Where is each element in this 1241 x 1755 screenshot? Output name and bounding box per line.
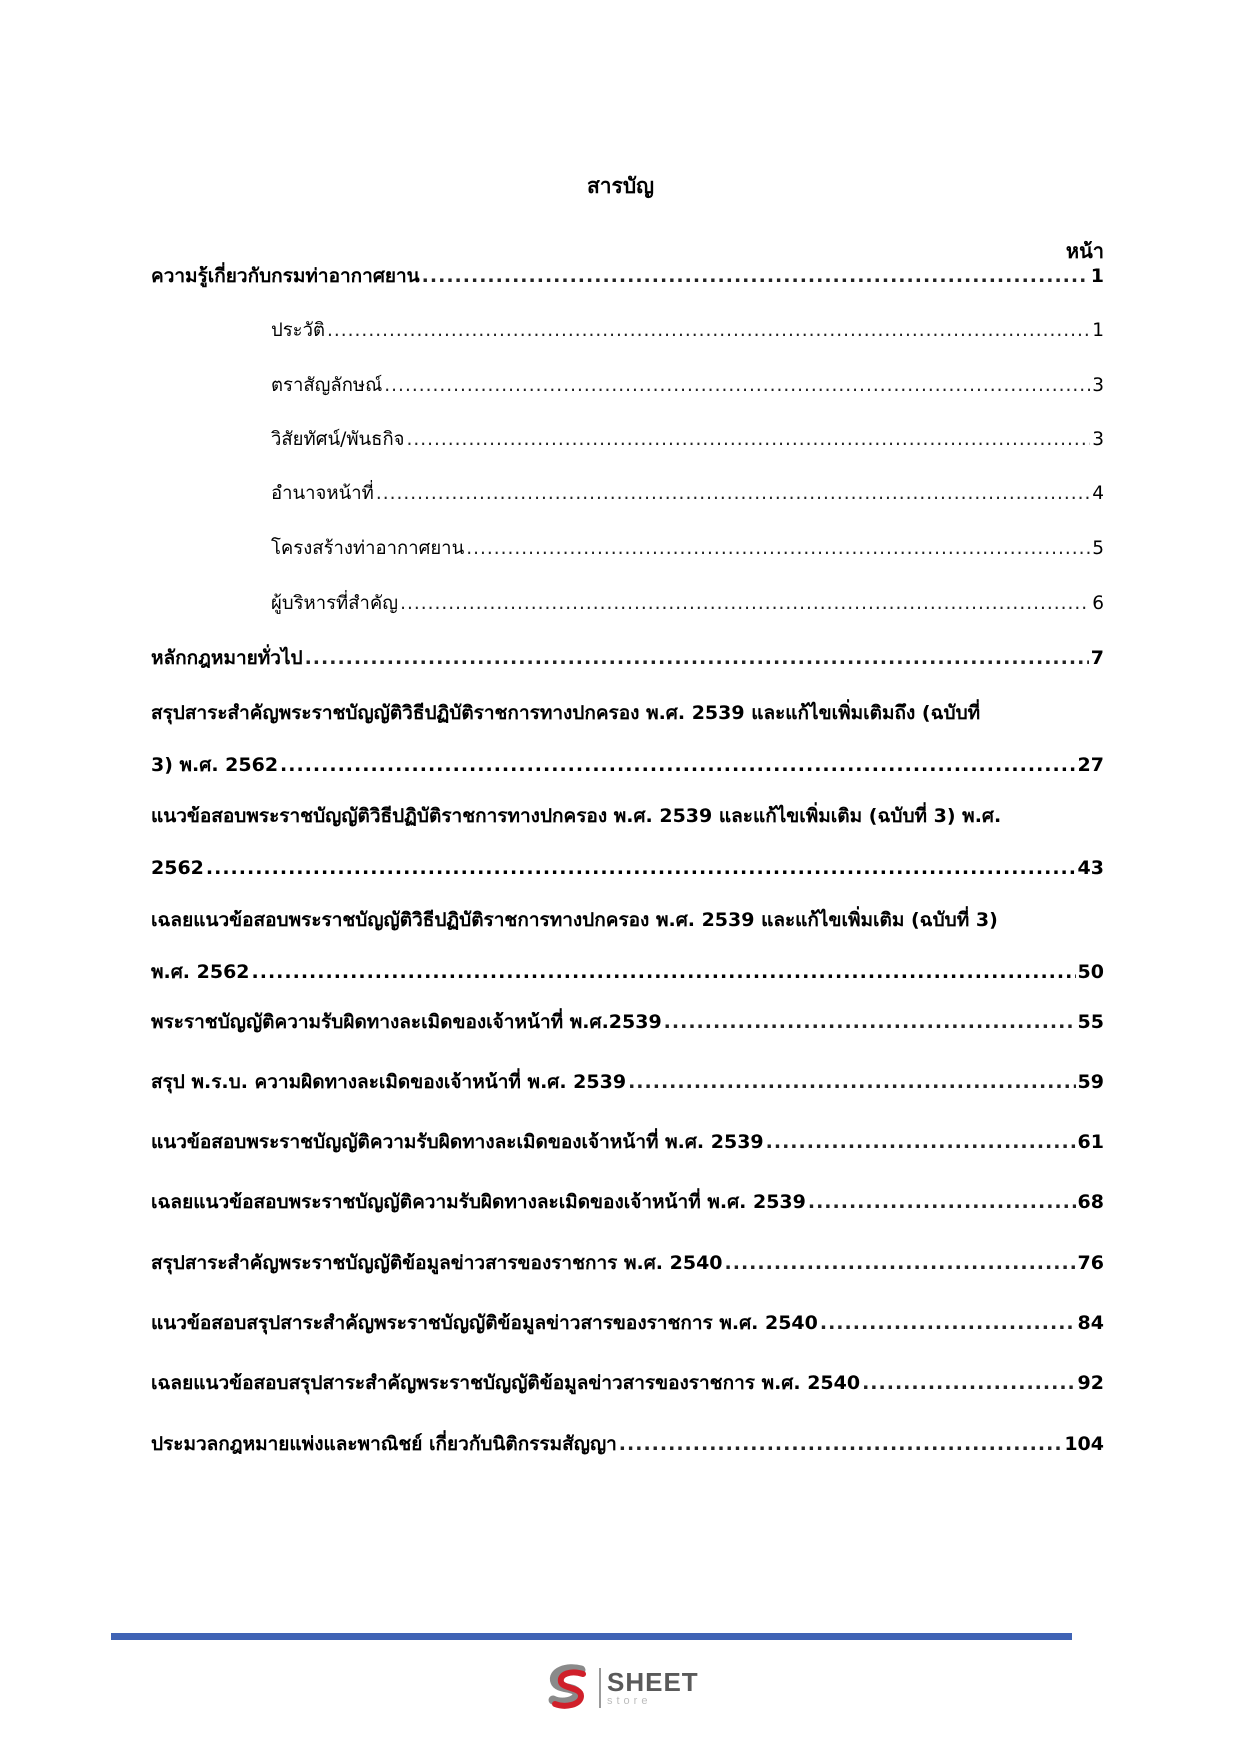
toc-entry-label-line1: แนวข้อสอบพระราชบัญญัติวิธีปฏิบัติราชการทางปกครอง พ.ศ. 2539 และแก้ไขเพิ่มเติม (ฉบับที่ 3) พ.ศ. [151,805,1002,827]
toc-entry[interactable] [151,632,1104,684]
leader-dots [400,578,1090,630]
toc-entry-label: ตราสัญลักษณ์ [271,375,383,396]
leader-dots [384,360,1090,412]
toc-entry-label: ประวัติ [271,320,326,341]
logo-wordmark: SHEET [607,1667,699,1697]
toc-entry[interactable] [151,1056,1104,1108]
toc-entry[interactable] [151,1357,1104,1409]
toc-entry-multiline[interactable] [151,894,1104,998]
toc-entry-page: 68 [1077,1191,1104,1213]
toc-subentry[interactable] [271,414,1104,466]
leader-dots [664,996,1076,1048]
toc-entry-page: 76 [1077,1252,1104,1274]
toc-entry-label-line2: พ.ศ. 2562 [151,961,250,983]
leader-dots [619,1418,1063,1470]
toc-entry-page: 27 [1077,754,1104,776]
toc-entry-page: 43 [1077,857,1104,879]
leader-dots [725,1237,1076,1289]
toc-entry-label-line2: 3) พ.ศ. 2562 [151,754,279,776]
toc-entry-page: 1 [1092,320,1104,341]
toc-entry-multiline[interactable] [151,687,1104,791]
toc-entry-label-line1: สรุปสาระสำคัญพระราชบัญญัติวิธีปฏิบัติราชการทางปกครอง พ.ศ. 2539 และแก้ไขเพิ่มเติมถึง (ฉบับที่ [151,702,981,724]
leader-dots [252,946,1076,998]
toc-entry-label: แนวข้อสอบสรุปสาระสำคัญพระราชบัญญัติข้อมูลข่าวสารของราชการ พ.ศ. 2540 [151,1312,818,1334]
toc-entry-page: 55 [1077,1011,1104,1033]
toc-entry[interactable] [151,1116,1104,1168]
toc-entry-label: แนวข้อสอบพระราชบัญญัติความรับผิดทางละเมิดของเจ้าหน้าที่ พ.ศ. 2539 [151,1131,764,1153]
toc-subentry[interactable] [271,578,1104,630]
toc-entry-label: ความรู้เกี่ยวกับกรมท่าอากาศยาน [151,265,420,287]
toc-entry-page: 50 [1077,961,1104,983]
toc-entry-page: 4 [1092,483,1104,504]
footer-rule [111,1633,1072,1640]
leader-dots [280,739,1076,791]
leader-dots [808,1176,1076,1228]
toc-subentry[interactable] [271,468,1104,520]
toc-entry-label: สรุปสาระสำคัญพระราชบัญญัติข้อมูลข่าวสารของราชการ พ.ศ. 2540 [151,1252,723,1274]
toc-entry-page: 3 [1092,429,1104,450]
leader-dots [466,523,1090,575]
leader-dots [407,414,1091,466]
toc-entry-page: 1 [1090,265,1104,287]
toc-subentry[interactable] [271,523,1104,575]
toc-entry[interactable] [151,996,1104,1048]
toc-entry[interactable] [151,1237,1104,1289]
toc-entry-page: 104 [1064,1433,1104,1455]
logo-separator [599,1668,601,1708]
toc-entry[interactable] [151,1418,1104,1470]
toc-entry[interactable] [151,250,1104,302]
leader-dots [376,468,1090,520]
toc-entry-page: 3 [1092,375,1104,396]
toc-entry-page: 84 [1077,1312,1104,1334]
leader-dots [305,632,1089,684]
toc-entry[interactable] [151,1297,1104,1349]
toc-entry-label-line1: เฉลยแนวข้อสอบพระราชบัญญัติวิธีปฏิบัติราชการทางปกครอง พ.ศ. 2539 และแก้ไขเพิ่มเติม (ฉบับที่ 3) [151,909,998,931]
toc-entry-label: อำนาจหน้าที่ [271,483,374,504]
toc-entry-page: 92 [1077,1372,1104,1394]
toc-entry-label: เฉลยแนวข้อสอบสรุปสาระสำคัญพระราชบัญญัติข้อมูลข่าวสารของราชการ พ.ศ. 2540 [151,1372,861,1394]
toc-entry-label: ประมวลกฎหมายแพ่งและพาณิชย์ เกี่ยวกับนิติกรรมสัญญา [151,1433,617,1455]
toc-entry-page: 59 [1077,1071,1104,1093]
leader-dots [820,1297,1076,1349]
toc-entry-page: 6 [1092,593,1104,614]
toc-entry-label: หลักกฎหมายทั่วไป [151,647,303,669]
toc-subentry[interactable] [271,360,1104,412]
toc-entry-label: สรุป พ.ร.บ. ความผิดทางละเมิดของเจ้าหน้าที่ พ.ศ. 2539 [151,1071,627,1093]
toc-entry[interactable] [151,1176,1104,1228]
toc-entry-label: ผู้บริหารที่สำคัญ [271,593,399,614]
page-column-header: หน้า [1065,239,1104,263]
toc-entry-page: 7 [1090,647,1104,669]
logo-subtext: store [607,1695,652,1707]
toc-entry-label: วิสัยทัศน์/พันธกิจ [271,429,405,450]
leader-dots [422,250,1089,302]
toc-entry-label-line2: 2562 [151,857,204,879]
leader-dots [206,842,1076,894]
leader-dots [628,1056,1075,1108]
toc-entry-page: 5 [1092,538,1104,559]
leader-dots [327,305,1090,357]
leader-dots [766,1116,1076,1168]
sheet-store-logo-icon [543,1664,593,1712]
sheet-store-logo [543,1664,699,1712]
leader-dots [862,1357,1075,1409]
toc-entry-multiline[interactable] [151,790,1104,894]
toc-entry-label: เฉลยแนวข้อสอบพระราชบัญญัติความรับผิดทางละเมิดของเจ้าหน้าที่ พ.ศ. 2539 [151,1191,806,1213]
toc-entry-label: โครงสร้างท่าอากาศยาน [271,538,465,559]
toc-entry-label: พระราชบัญญัติความรับผิดทางละเมิดของเจ้าหน้าที่ พ.ศ.2539 [151,1011,662,1033]
toc-title: สารบัญ [586,174,655,198]
toc-entry-page: 61 [1077,1131,1104,1153]
toc-subentry[interactable] [271,305,1104,357]
